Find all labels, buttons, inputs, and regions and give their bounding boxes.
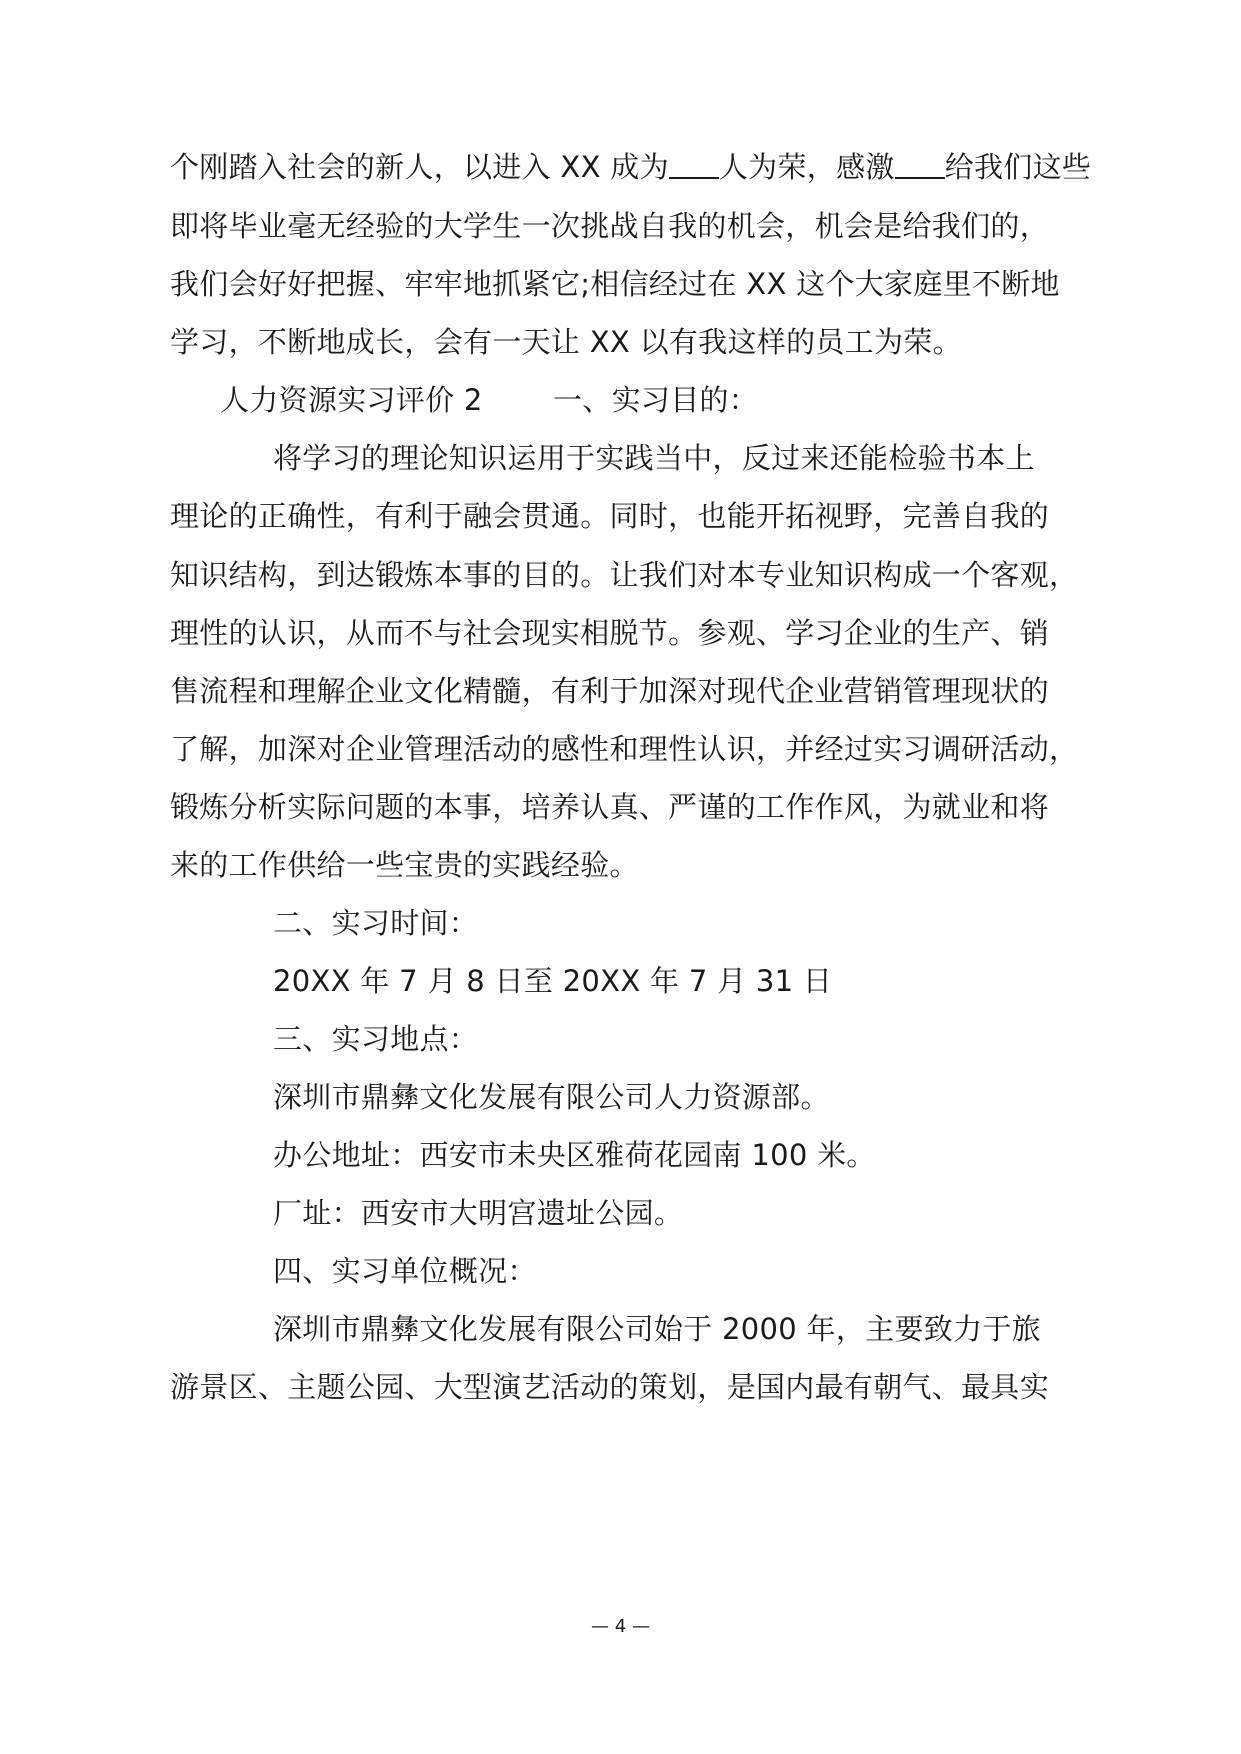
document-title: 人力资源实习评价 2	[220, 383, 483, 417]
paragraph-2-line-1: 将学习的理论知识运用于实践当中，反过来还能检验书本上	[273, 441, 1035, 475]
paragraph-2-line-6: 了解，加深对企业管理活动的感性和理性认识，并经过实习调研活动，	[170, 732, 1079, 766]
paragraph-1-line-1a: 个刚踏入社会的新人，以进入 XX 成为	[170, 150, 669, 184]
section-heading-time: 二、实习时间：	[273, 906, 479, 940]
office-address: 办公地址：西安市未央区雅荷花园南 100 米。	[273, 1138, 876, 1172]
paragraph-2-line-4: 理性的认识，从而不与社会现实相脱节。参观、学习企业的生产、销	[170, 616, 1050, 650]
paragraph-2-line-8: 来的工作供给一些宝贵的实践经验。	[170, 848, 639, 882]
paragraph-2-line-7: 锻炼分析实际问题的本事，培养认真、严谨的工作作风，为就业和将	[170, 790, 1050, 824]
fill-blank-1	[669, 147, 719, 179]
paragraph-1-line-1c: 给我们这些	[944, 150, 1092, 184]
unit-overview-line-1: 深圳市鼎彝文化发展有限公司始于 2000 年，主要致力于旅	[273, 1312, 1041, 1346]
page-number: — 4 —	[591, 1616, 650, 1637]
section-heading-unit: 四、实习单位概况：	[273, 1254, 537, 1288]
paragraph-2-line-5: 售流程和理解企业文化精髓，有利于加深对现代企业营销管理现状的	[170, 674, 1050, 708]
internship-dates: 20XX 年 7 月 8 日至 20XX 年 7 月 31 日	[273, 964, 833, 998]
factory-address: 厂址：西安市大明宫遗址公园。	[273, 1196, 684, 1230]
section-heading-place: 三、实习地点：	[273, 1022, 479, 1056]
company-department: 深圳市鼎彝文化发展有限公司人力资源部。	[273, 1080, 830, 1114]
paragraph-1-line-4: 学习，不断地成长，会有一天让 XX 以有我这样的员工为荣。	[170, 325, 962, 359]
paragraph-1-line-1b: 人为荣，感激	[718, 150, 895, 184]
paragraph-1-line-2: 即将毕业毫无经验的大学生一次挑战自我的机会，机会是给我们的，	[170, 209, 1050, 243]
section-heading-purpose: 一、实习目的：	[553, 383, 759, 417]
fill-blank-2	[895, 147, 945, 179]
paragraph-1-line-3: 我们会好好把握、牢牢地抓紧它;相信经过在 XX 这个大家庭里不断地	[170, 267, 1060, 301]
paragraph-1-line-1	[170, 147, 1091, 187]
unit-overview-line-2: 游景区、主题公园、大型演艺活动的策划，是国内最有朝气、最具实	[170, 1370, 1050, 1404]
paragraph-2-line-3: 知识结构，到达锻炼本事的目的。让我们对本专业知识构成一个客观，	[170, 558, 1079, 592]
paragraph-2-line-2: 理论的正确性，有利于融会贯通。同时，也能开拓视野，完善自我的	[170, 499, 1050, 533]
